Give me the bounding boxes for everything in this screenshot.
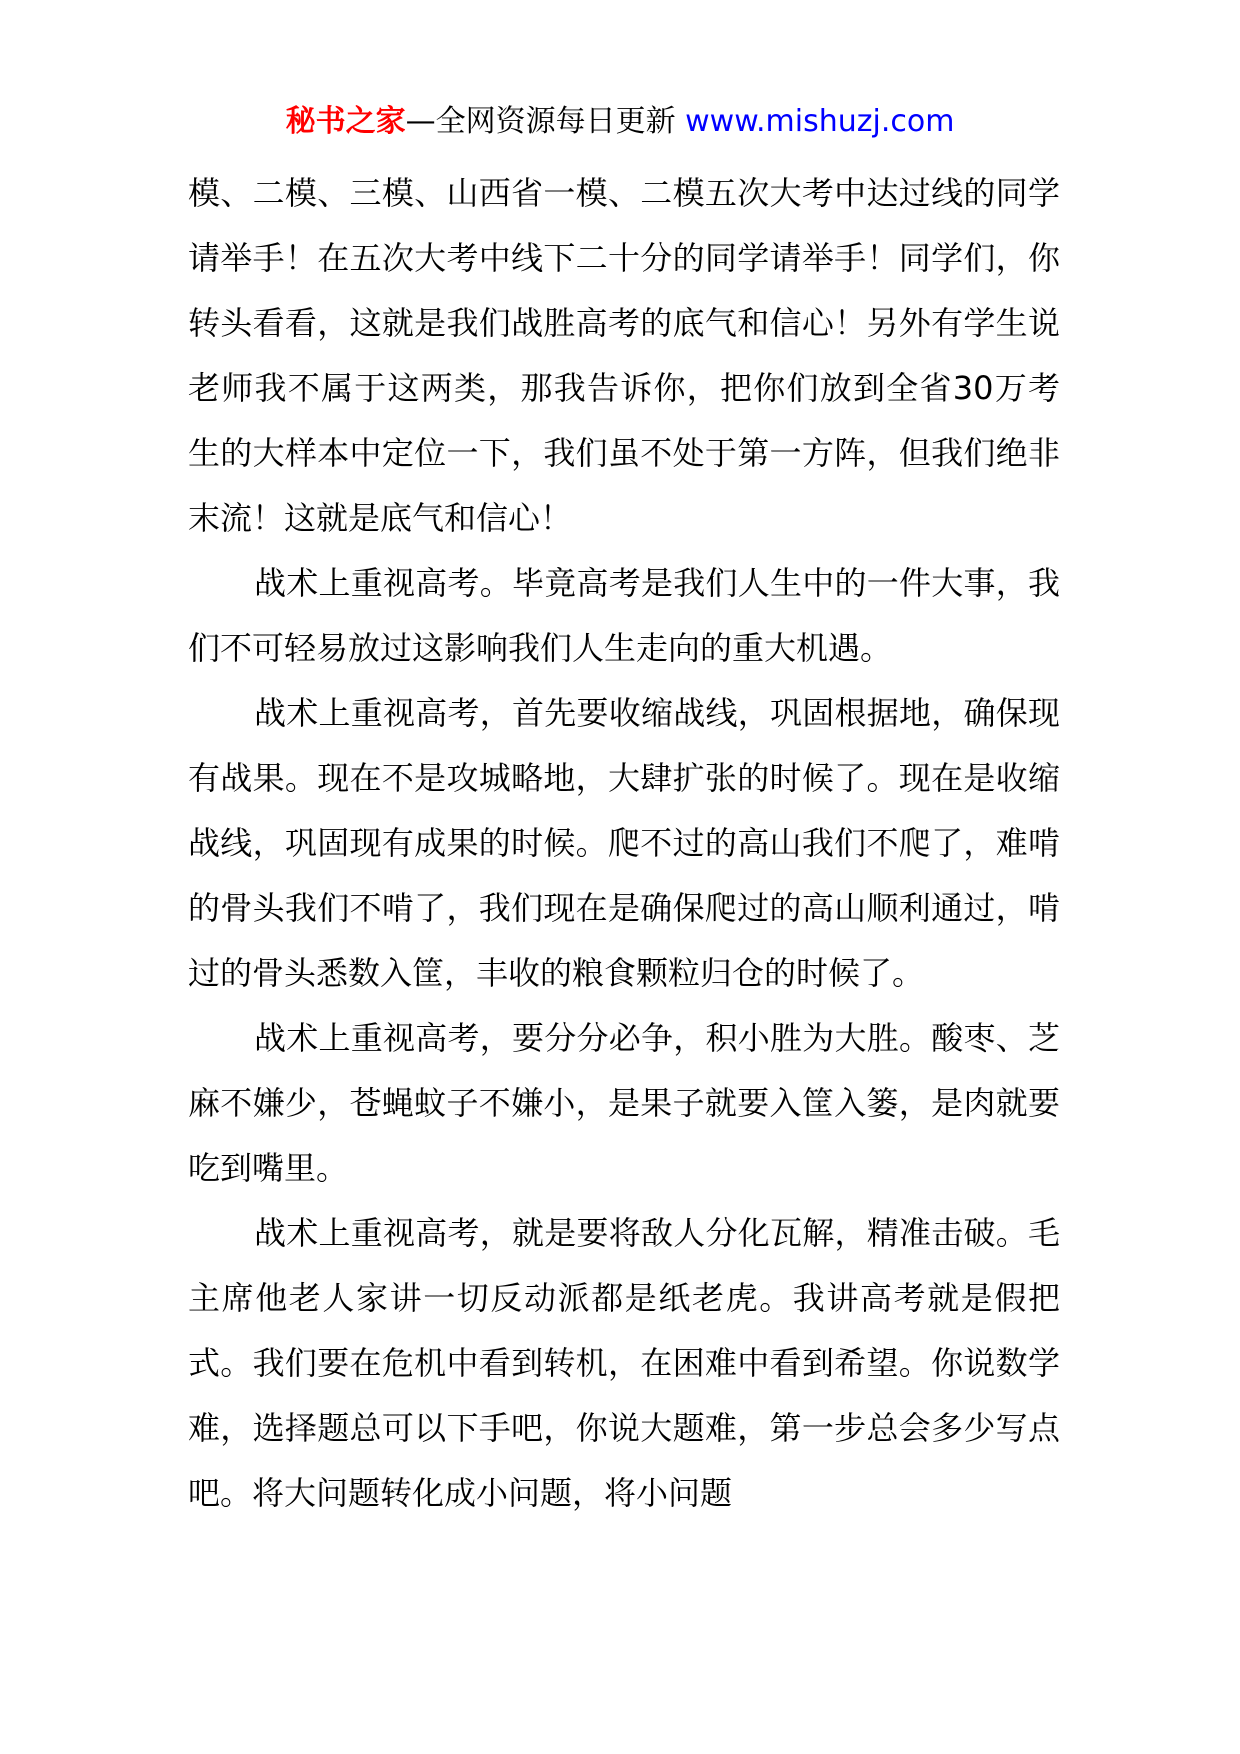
brand-name: 秘书之家 bbox=[285, 104, 406, 139]
document-body bbox=[188, 161, 1060, 1526]
paragraph: 战术上重视高考，首先要收缩战线，巩固根据地，确保现有战果。现在不是攻城略地，大肆扩张的时候了。现在是收缩战线，巩固现有成果的时候。爬不过的高山我们不爬了，难啃的骨头我们不啃了，我们现在是确保爬过的高山顺利通过，啃过的骨头悉数入筐，丰收的粮食颗粒归仓的时候了。 bbox=[188, 694, 1060, 992]
header-tagline: —全网资源每日更新 bbox=[405, 104, 676, 139]
paragraph-continued: 模、二模、三模、山西省一模、二模五次大考中达过线的同学请举手！在五次大考中线下二十分的同学请举手！同学们，你转头看看，这就是我们战胜高考的底气和信心！另外有学生说老师我不属于这两类，那我告诉你，把你们放到全省30万考生的大样本中定位一下，我们虽不处于第一方阵，但我们绝非末流！这就是底气和信心！ bbox=[188, 174, 1060, 537]
paragraph: 战术上重视高考。毕竟高考是我们人生中的一件大事，我们不可轻易放过这影响我们人生走向的重大机遇。 bbox=[188, 564, 1060, 667]
website-link[interactable]: www.mishuzj.com bbox=[685, 104, 955, 139]
paragraph: 战术上重视高考，就是要将敌人分化瓦解，精准击破。毛主席他老人家讲一切反动派都是纸老虎。我讲高考就是假把式。我们要在危机中看到转机，在困难中看到希望。你说数学难，选择题总可以下手吧，你说大题难，第一步总会多少写点吧。将大问题转化成小问题，将小问题 bbox=[188, 1214, 1060, 1512]
page-header bbox=[0, 102, 1240, 142]
paragraph: 战术上重视高考，要分分必争，积小胜为大胜。酸枣、芝麻不嫌少，苍蝇蚊子不嫌小，是果子就要入筐入篓，是肉就要吃到嘴里。 bbox=[188, 1019, 1060, 1187]
